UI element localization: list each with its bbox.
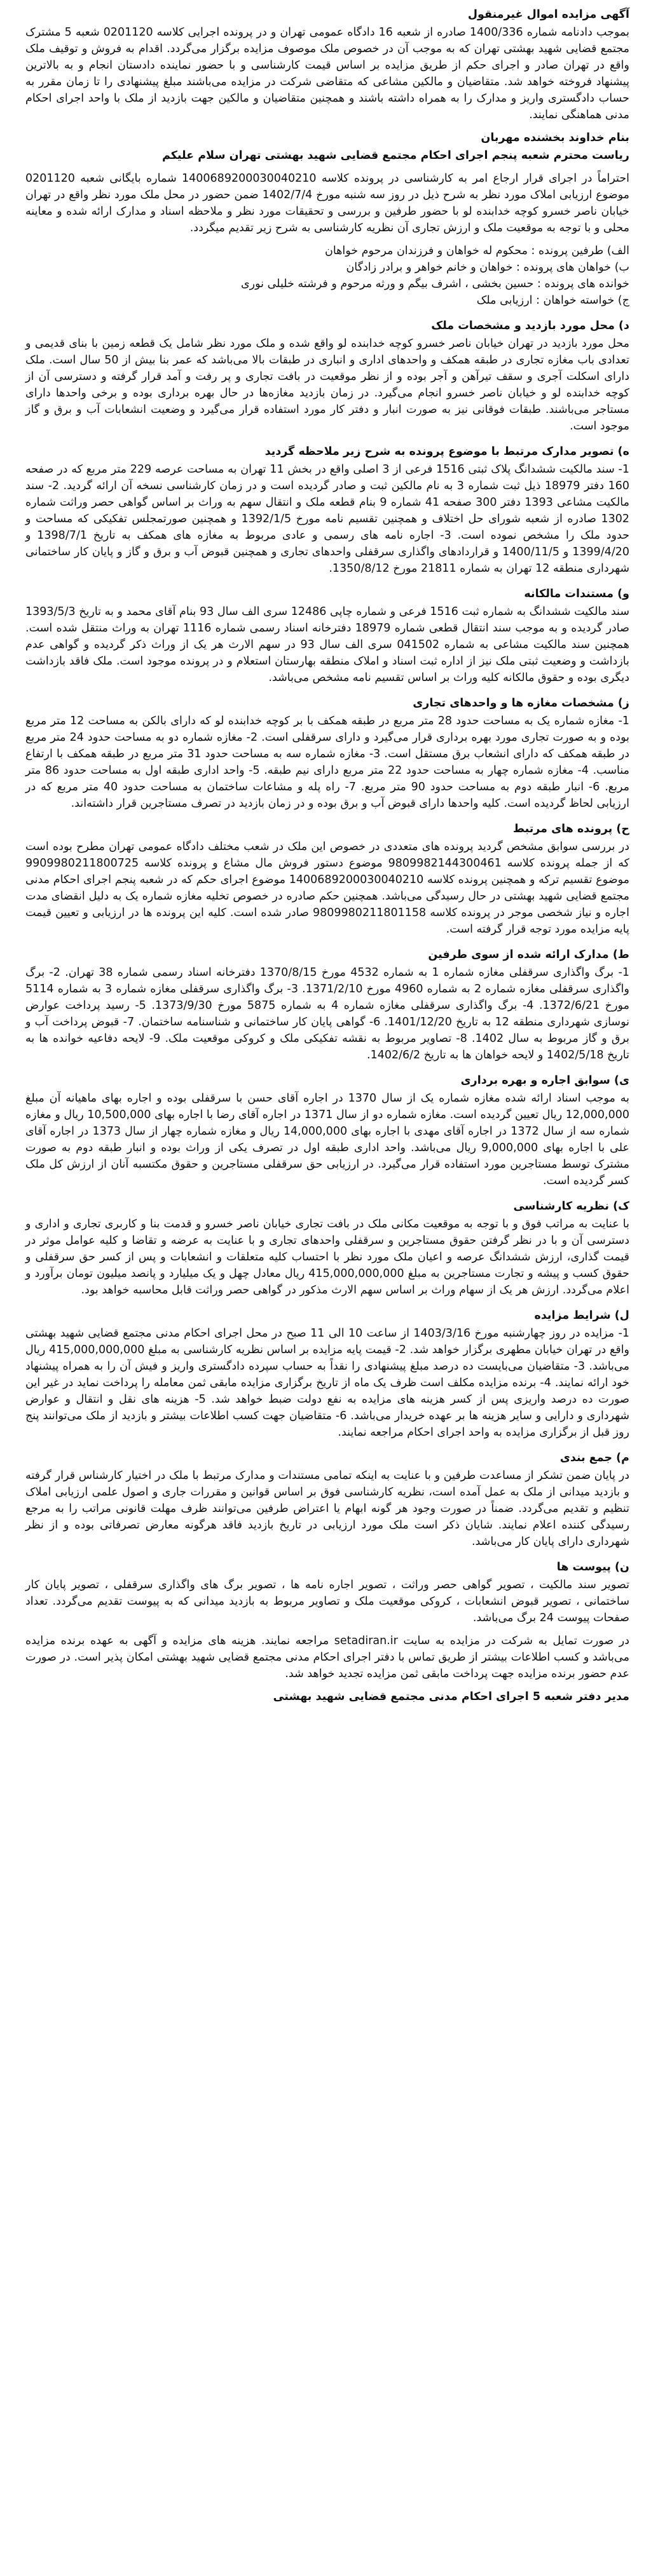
section-title: و) مستندات مالکانه <box>524 588 629 600</box>
party-line-b: ب) خواهان های پرونده : خواهان و خانم خواهر و برادر زادگان <box>346 261 629 274</box>
section-body: 1- سند مالکیت ششدانگ پلاک ثبتی 1516 فرعی از 3 اصلی واقع در بخش 11 تهران به مساحت عرصه 229 متر مربع که در صفحه 160 دفتر 18979 ذیل ثبت شماره 3 به نام مالکین ثبت و صادر گردیده است و در زمان کارشناسی نسخه آن ارائه گردید. 2- سند مالکیت مشاعی 1393 دفتر 300 صفحه 41 شماره 9 بنام قطعه ملک و انتقال سهم به وراث بر اساس گواهی حصر وراثت شماره 1302 صادره از شعبه شورای حل اختلاف و همچنین تقسیم نامه مورخ 1392/1/5 و همچنین صورتمجلس تفکیکی که مساحت و حدود ملک را مشخص نموده است. 3- اجاره نامه های رسمی و عادی مربوط به مغازه های همکف به تاریخ 1398/7/1 و 1399/4/20 و 1400/11/5 و قراردادهای واگذاری سرقفلی واحدهای تجاری و همچنین قبوض آب و برق و گاز و پایان کار ساختمانی شهرداری منطقه 12 تهران به شماره 21811 مورخ 1350/8/12. <box>25 463 630 575</box>
section-body: سند مالکیت ششدانگ به شماره ثبت 1516 فرعی و شماره چاپی 12486 سری الف سال 93 بنام آقای محمد و به تاریخ 1393/5/3 صادر گردیده و به موجب سند انتقال قطعی شماره 18979 دفترخانه اسناد رسمی شماره 1116 تهران به وراث منتقل شده است. همچنین سند مالکیت مشاعی به شماره 041502 سری الف سال 93 در سهم الارث هر یک از وراث ذکر گردیده و گواهی عدم بازداشت و وضعیت ثبتی ملک نیز از اداره ثبت اسناد و املاک منطقه بهارستان استعلام و در پرونده موجود است. ملک فاقد بازداشت دیگری بوده و حقوق مالکانه کلیه وراث بر اساس تقسیم نامه مشخص می‌باشد. <box>25 605 630 684</box>
section-body: 1- مزایده در روز چهارشنبه مورخ 1403/3/16 از ساعت 10 الی 11 صبح در محل اجرای احکام مدنی مجتمع قضایی شهید بهشتی واقع در تهران خیابان مطهری برگزار خواهد شد. 2- قیمت پایه مزایده بر اساس نظریه کارشناسی به مبلغ 415,000,000,000 ریال می‌باشد. 3- متقاضیان می‌بایست ده درصد مبلغ پیشنهادی را نقداً به حساب سپرده دادگستری واریز و فیش آن را به همراه پیشنهاد خود ارائه نمایند. 4- برنده مزایده مکلف است ظرف یک ماه از تاریخ برگزاری مزایده مابقی ثمن معامله را پرداخت نماید در غیر این صورت ده درصد واریزی پس از کسر هزینه های مزایده به نفع دولت ضبط خواهد شد. 5- هزینه های نقل و انتقال و عوارض شهرداری و دارایی و سایر هزینه ها بر عهده خریدار می‌باشد. 6- متقاضیان جهت کسب اطلاعات بیشتر و بازدید از ملک می‌توانند پنج روز قبل از برگزاری مزایده به واحد اجرای احکام مراجعه نمایند. <box>25 1327 630 1439</box>
section-title: د) محل مورد بازدید و مشخصات ملک <box>431 320 629 332</box>
section-body: 1- برگ واگذاری سرقفلی مغازه شماره 1 به شماره 4532 مورخ 1370/8/15 دفترخانه اسناد رسمی شماره 38 تهران. 2- برگ واگذاری سرقفلی مغازه شماره 2 به شماره 4960 مورخ 1371/2/10. 3- برگ واگذاری سرقفلی مغازه شماره 3 به شماره 5114 مورخ 1372/6/21. 4- برگ واگذاری سرقفلی مغازه شماره 4 به شماره 5875 مورخ 1373/9/30. 5- رسید پرداخت عوارض نوسازی شهرداری منطقه 12 به تاریخ 1401/12/20. 6- گواهی پایان کار ساختمانی و شناسنامه ساختمان. 7- قبوض پرداخت آب و برق و گاز مربوط به سال 1402. 8- تصاویر مربوط به نقشه تفکیکی ملک و کروکی موقعیت ملک. 9- لایحه دفاعیه خوانده ها به تاریخ 1402/5/18 و لایحه خواهان ها به تاریخ 1402/6/2. <box>25 966 629 1062</box>
section-body: در بررسی سوابق مشخص گردید پرونده های متعددی در خصوص این ملک در شعب مختلف دادگاه عمومی تهران مطرح بوده است که از جمله پرونده کلاسه 9809982144300461 موضوع دستور فروش مال مشاع و پرونده کلاسه 9909980211800725 موضوع تقسیم ترکه و همچنین پرونده کلاسه 1400689200030040210 موضوع اجرای حکم که در شعبه پنجم اجرای احکام مدنی مجتمع قضایی شهید بهشتی در حال رسیدگی می‌باشد. همچنین حکم صادره در خصوص تخلیه مغازه شماره یک به دلیل انقضای مدت اجاره و نیاز شخصی موجر در پرونده کلاسه 9809980211801158 صادر شده است. کلیه این پرونده ها در ارزیابی و تعیین قیمت پایه مزایده مورد توجه قرار گرفته است. <box>25 840 629 936</box>
section-title: ل) شرایط مزایده <box>534 1309 629 1322</box>
section-body: محل مورد بازدید در تهران خیابان ناصر خسرو کوچه خدابنده لو واقع شده و ملک مورد نظر شامل یک قطعه زمین با بنای قدیمی و تعدادی باب مغازه تجاری در طبقه همکف و واحدهای اداری و انباری در طبقات بالا می‌باشد که عمر بنا بیش از 50 سال است. ملک دارای اسکلت آجری و سقف تیرآهن و آجر بوده و از نظر موقعیت در بافت تجاری و پر رفت و آمد قرار گرفته و دسترسی آن از کوچه خدابنده لو و خیابان ناصر خسرو انجام می‌گیرد. در زمان بازدید مغازه‌ها در حال بهره برداری بوده و برخی واحدها دارای مستاجر می‌باشند. طبقات فوقانی نیز به صورت انبار و دفتر کار مورد استفاده قرار می‌گیرد و وضعیت انشعابات آب و برق و گاز موجود است. <box>25 337 629 433</box>
party-line-d: ج) خواسته خواهان : ارزیابی ملک <box>476 294 629 307</box>
section-title: م) جمع بندی <box>559 1452 629 1464</box>
section-title: ی) سوابق اجاره و بهره برداری <box>460 1074 629 1087</box>
signature-line: مدیر دفتر شعبه 5 اجرای احکام مدنی مجتمع قضایی شهید بهشتی <box>273 1690 629 1703</box>
party-line-a: الف) طرفین پرونده : محکوم له خواهان و فرزندان مرحوم خواهان <box>324 245 629 257</box>
address-line: ریاست محترم شعبه پنجم اجرای احکام مجتمع قضایی شهید بهشتی تهران سلام علیکم <box>161 149 629 162</box>
section-title: ز) مشخصات مغازه ها و واحدهای تجاری <box>413 697 629 710</box>
case-intro: احتراماً در اجرای قرار ارجاع امر به کارشناسی در پرونده کلاسه 1400689200030040210 شماره بایگانی شعبه 0201120 موضوع ارزیابی املاک مورد نظر به شرح ذیل در روز سه شنبه مورخ 1402/7/4 ضمن حضور در محل ملک مورد نظر واقع در تهران خیابان ناصر خسرو کوچه خدابنده لو با حضور طرفین و بررسی و تحقیقات مورد نظر و ملاحظه اسناد و مدارک ارائه شده و معاینه محلی و با توجه به موقعیت ملک و ارزش تجاری آن نظریه کارشناسی به شرح زیر تقدیم میگردد. <box>25 172 629 234</box>
section-body: تصویر سند مالکیت ، تصویر گواهی حصر وراثت ، تصویر اجاره نامه ها ، تصویر برگ های واگذاری سرقفلی ، تصویر پایان کار ساختمانی ، تصویر قبوض انشعابات ، کروکی موقعیت ملک و تصاویر مربوط به بازدید میدانی که به پیوست تقدیم می‌گردد. تعداد صفحات پیوست 24 برگ می‌باشد. <box>25 1579 629 1624</box>
section-title: ط) مدارک ارائه شده از سوی طرفین <box>428 948 629 961</box>
parties-block <box>25 243 629 309</box>
notice-intro: بموجب دادنامه شماره 1400/336 صادره از شعبه 16 دادگاه عمومی تهران و در پرونده اجرایی کلاسه 0201120 شعبه 5 مشترک مجتمع قضایی شهید بهشتی تهران که به موجب آن در خصوص ملک موصوف مزایده برگزار می‌گردد. اقدام به فروش و توقیف ملک واقع در تهران صادر و اجرای حکم از طریق مزایده بر اساس قیمت کارشناسی و با حضور نماینده دادستان انجام و به بالاترین پیشنهاد فروخته خواهد شد. متقاضیان و مالکین مشاعی که متقاضی شرکت در مزایده می‌باشند مبلغ پیشنهادی را تا زمان مقرر به حساب دادگستری واریز و مدارک را به همراه داشته باشند و همچنین متقاضیان و مالکین جهت بازدید از ملک با واحد اجرای احکام مدنی هماهنگی نمایند. <box>25 26 629 121</box>
section-title: ه) تصویر مدارک مرتبط با موضوع پرونده به شرح زیر ملاحظه گردید <box>264 445 629 458</box>
notice-title: آگهی مزایده اموال غیرمنقول <box>467 8 629 21</box>
section-body: به موجب اسناد ارائه شده مغازه شماره یک از سال 1370 در اجاره آقای حسن با سرقفلی بوده و اجاره بهای ماهیانه آن مبلغ 12,000,000 ریال تعیین گردیده است. مغازه شماره دو از سال 1371 در اجاره آقای رضا با اجاره بهای 10,500,000 ریال و مغازه شماره سه از سال 1372 در اجاره آقای مهدی با اجاره بهای 14,000,000 ریال و مغازه شماره چهار از سال 1373 در اجاره آقای علی با اجاره بهای 9,000,000 ریال می‌باشد. واحد اداری طبقه اول در تصرف یکی از وراث بوده و انبار طبقه دوم به صورت مشترک توسط مستاجرین مورد استفاده قرار می‌گیرد. در ارزیابی حق سرقفلی مستاجرین و حقوق مکتسبه آنان از ارزش کل ملک کسر گردیده است. <box>25 1092 630 1187</box>
section-body: با عنایت به مراتب فوق و با توجه به موقعیت مکانی ملک در بافت تجاری خیابان ناصر خسرو و قدمت بنا و کاربری تجاری و اداری و دسترسی آن و با در نظر گرفتن حقوق مستاجرین و سرقفلی واحدهای تجاری و با عنایت به عرضه و تقاضا و کلیه عوامل موثر در قیمت گذاری، ارزش ششدانگ عرصه و اعیان ملک مورد نظر با احتساب کلیه متعلقات و انشعابات و پس از کسر حق سرقفلی و حقوق کسب و پیشه و تجارت مستاجرین به مبلغ 415,000,000,000 ریال معادل چهل و یک میلیارد و پانصد میلیون تومان برآورد و اعلام می‌گردد. ارزش هر یک از سهام وراث بر اساس سهم الارث مذکور در گواهی حصر وراثت قابل محاسبه خواهد بود. <box>25 1218 630 1297</box>
section-body: در پایان ضمن تشکر از مساعدت طرفین و با عنایت به اینکه تمامی مستندات و مدارک مرتبط با ملک در اختیار کارشناس قرار گرفته و بازدید میدانی از ملک به عمل آمده است، نظریه کارشناسی فوق بر اساس قوانین و مقررات جاری و اصول علمی ارزیابی املاک تنظیم و تقدیم می‌گردد. ضمناً در صورت وجود هر گونه ابهام یا اعتراض طرفین می‌توانند ظرف مهلت قانونی مراتب را به مرجع رسیدگی کننده اعلام نمایند. شایان ذکر است ملک مورد ارزیابی در تاریخ بازدید فاقد هرگونه معارض تصرفاتی بوده و از نظر شهرداری دارای پایان کار می‌باشد. <box>25 1469 629 1548</box>
section-title: ن) پیوست ها <box>556 1561 629 1574</box>
greeting-line: بنام خداوند بخشنده مهربان <box>481 131 629 144</box>
section-title: ک) نظریه کارشناسی <box>513 1200 629 1213</box>
party-line-c: خوانده های پرونده : حسین بخشی ، اشرف بیگم و ورثه مرحوم و فرشته خلیلی نوری <box>240 278 629 290</box>
footer-text: در صورت تمایل به شرکت در مزایده به سایت setadiran.ir مراجعه نمایند. هزینه های مزایده و آگهی به عهده برنده مزایده می‌باشد و کسب اطلاعات بیشتر از طریق تماس با دفتر اجرای احکام مدنی مجتمع قضایی شهید بهشتی امکان پذیر است. در صورت عدم حضور برنده مزایده جهت پرداخت مابقی ثمن مزایده تجدید خواهد شد. <box>25 1635 629 1680</box>
section-title: ح) پرونده های مرتبط <box>512 823 629 835</box>
section-body: 1- مغازه شماره یک به مساحت حدود 28 متر مربع در طبقه همکف با بر کوچه خدابنده لو که دارای بالکن به مساحت 12 متر مربع بوده و به صورت تجاری مورد بهره برداری قرار می‌گیرد و دارای سرقفلی است. 2- مغازه شماره دو به مساحت حدود 24 متر مربع در طبقه همکف که دارای انشعاب برق مستقل است. 3- مغازه شماره سه به مساحت حدود 31 متر مربع در طبقه همکف با ارتفاع مناسب. 4- مغازه شماره چهار به مساحت حدود 22 متر مربع دارای نیم طبقه. 5- واحد اداری طبقه اول به مساحت حدود 86 متر مربع. 6- انبار طبقه دوم به مساحت حدود 90 متر مربع. 7- راه پله و مشاعات ساختمان به مساحت حدود 40 متر مربع که در ارزیابی لحاظ گردیده است. کلیه واحدها دارای قبوض آب و برق بوده و در زمان بازدید در تصرف مستاجرین قرار داشته‌اند. <box>25 715 629 810</box>
